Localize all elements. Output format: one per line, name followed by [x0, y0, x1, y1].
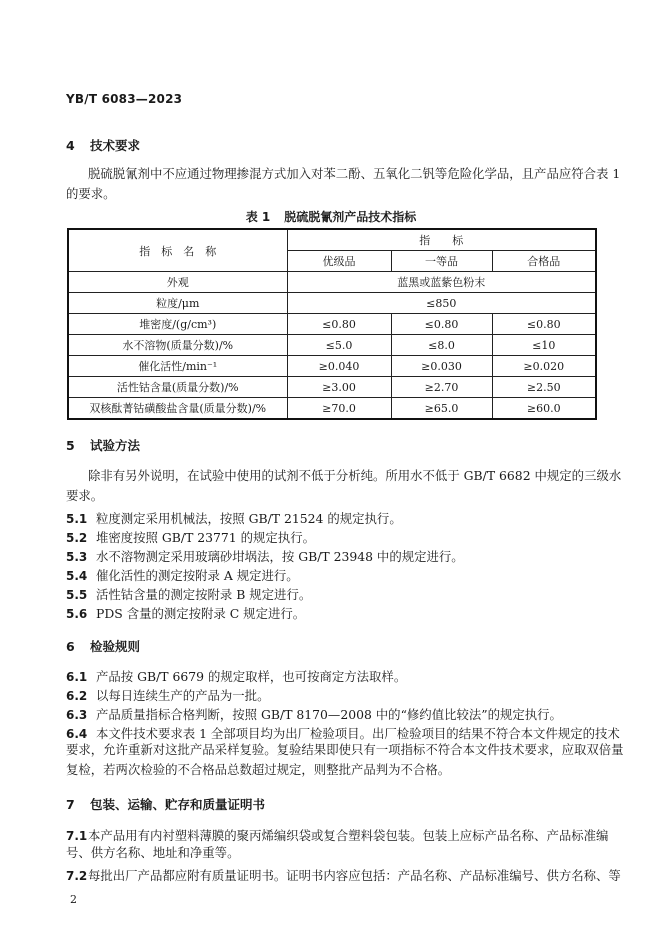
spec-table [67, 228, 597, 420]
table-row [68, 356, 596, 377]
list-item [66, 585, 311, 603]
row-value: ≤5.0 [287, 335, 391, 356]
col-header-index: 指 标 [287, 229, 596, 251]
list-item [66, 866, 621, 884]
section-number: 7 [66, 797, 75, 812]
list-item [66, 566, 299, 584]
row-value-span: 蓝黑或蓝紫色粉末 [287, 272, 596, 293]
item-number: 7.1 [66, 829, 88, 843]
row-value: ≥3.00 [287, 377, 391, 398]
section-number: 4 [66, 138, 75, 153]
section-number: 6 [66, 639, 75, 654]
table-row [68, 377, 596, 398]
section-title: 技术要求 [90, 138, 141, 153]
row-name: 外观 [68, 272, 287, 293]
section-title: 试验方法 [90, 438, 141, 453]
item-6-4-line2: 要求，允许重新对这批产品采样复验。复验结果即使只有一项指标不符合本文件技术要求，应取双倍量 [66, 742, 624, 757]
row-value-span: ≤850 [287, 293, 596, 314]
item-number: 6.4 [66, 727, 88, 741]
row-name: 双核酞菁钴磺酸盐含量(质量分数)/% [68, 398, 287, 420]
page-number: 2 [70, 893, 77, 906]
item-number: 5.2 [66, 531, 88, 545]
item-text: 本产品用有内衬塑料薄膜的聚丙烯编织袋或复合塑料袋包装。包装上应标产品名称、产品标准编 [88, 828, 609, 843]
table-row [68, 293, 596, 314]
item-number: 6.1 [66, 670, 88, 684]
item-text: 活性钴含量的测定按附录 B 规定进行。 [96, 587, 312, 602]
item-text: PDS 含量的测定按附录 C 规定进行。 [96, 606, 306, 621]
table-caption-title: 脱硫脱氰剂产品技术指标 [284, 210, 417, 224]
row-name: 活性钴含量(质量分数)/% [68, 377, 287, 398]
row-name: 堆密度/(g/cm³) [68, 314, 287, 335]
item-number: 5.4 [66, 569, 88, 583]
item-text: 催化活性的测定按附录 A 规定进行。 [96, 568, 299, 583]
item-number: 6.3 [66, 708, 88, 722]
item-text: 本文件技术要求表 1 全部项目均为出厂检验项目。出厂检验项目的结果不符合本文件规定的技术 [96, 726, 620, 741]
standard-code-header: YB/T 6083—2023 [66, 92, 183, 106]
table-caption [0, 208, 662, 225]
table-row [68, 398, 596, 420]
item-7-1-line2: 号、供方名称、地址和净重等。 [66, 845, 240, 860]
row-value: ≥0.040 [287, 356, 391, 377]
item-number: 6.2 [66, 689, 88, 703]
grade-header: 优级品 [287, 251, 391, 272]
row-value: ≤10 [492, 335, 596, 356]
section-title: 包装、运输、贮存和质量证明书 [90, 797, 266, 812]
row-name: 水不溶物(质量分数)/% [68, 335, 287, 356]
list-item [66, 686, 269, 704]
list-item [66, 826, 608, 844]
section-7-heading [66, 795, 265, 813]
section-number: 5 [66, 438, 75, 453]
row-value: ≤0.80 [287, 314, 391, 335]
table-row [68, 314, 596, 335]
item-number: 5.6 [66, 607, 88, 621]
section-5-heading [66, 436, 140, 454]
item-6-4-line3: 复检，若两次检验的不合格品总数超过规定，则整批产品判为不合格。 [66, 762, 451, 777]
item-text: 产品按 GB/T 6679 的规定取样，也可按商定方法取样。 [96, 669, 407, 684]
section-4-paragraph-line1: 脱硫脱氰剂中不应通过物理掺混方式加入对苯二酚、五氧化二钒等危险化学品，且产品应符合表 1 [88, 166, 621, 181]
col-header-name: 指 标 名 称 [68, 229, 287, 272]
row-value: ≥65.0 [391, 398, 492, 420]
table-row [68, 272, 596, 293]
row-name: 粒度/μm [68, 293, 287, 314]
row-value: ≤8.0 [391, 335, 492, 356]
item-text: 堆密度按照 GB/T 23771 的规定执行。 [96, 530, 315, 545]
list-item [66, 509, 402, 527]
list-item [66, 528, 315, 546]
item-text: 以每日连续生产的产品为一批。 [96, 688, 270, 703]
item-text: 每批出厂产品都应附有质量证明书。证明书内容应包括：产品名称、产品标准编号、供方名称、等 [88, 868, 621, 883]
row-value: ≤0.80 [391, 314, 492, 335]
section-5-paragraph-line2: 要求。 [66, 488, 104, 503]
row-name: 催化活性/min⁻¹ [68, 356, 287, 377]
item-number: 5.3 [66, 550, 88, 564]
table-caption-label: 表 1 [245, 210, 271, 224]
row-value: ≥60.0 [492, 398, 596, 420]
section-4-paragraph-line2: 的要求。 [66, 186, 116, 201]
list-item [66, 667, 406, 685]
section-5-paragraph-line1: 除非有另外说明，在试验中使用的试剂不低于分析纯。所用水不低于 GB/T 6682 中规定的三级水 [88, 468, 622, 483]
table-header-row [68, 229, 596, 251]
row-value: ≥0.020 [492, 356, 596, 377]
section-4-heading [66, 136, 140, 154]
list-item [66, 705, 562, 723]
row-value: ≥70.0 [287, 398, 391, 420]
table-row [68, 335, 596, 356]
section-6-heading [66, 637, 140, 655]
row-value: ≥2.50 [492, 377, 596, 398]
item-number: 5.5 [66, 588, 88, 602]
row-value: ≥2.70 [391, 377, 492, 398]
section-title: 检验规则 [90, 639, 141, 654]
item-text: 粒度测定采用机械法，按照 GB/T 21524 的规定执行。 [96, 511, 402, 526]
row-value: ≤0.80 [492, 314, 596, 335]
list-item [66, 604, 305, 622]
item-text: 水不溶物测定采用玻璃砂坩埚法，按 GB/T 23948 中的规定进行。 [96, 549, 464, 564]
grade-header: 一等品 [391, 251, 492, 272]
list-item [66, 547, 464, 565]
item-text: 产品质量指标合格判断，按照 GB/T 8170—2008 中的“修约值比较法”的规定执行。 [96, 707, 562, 722]
item-number: 5.1 [66, 512, 88, 526]
item-number: 7.2 [66, 869, 88, 883]
grade-header: 合格品 [492, 251, 596, 272]
row-value: ≥0.030 [391, 356, 492, 377]
